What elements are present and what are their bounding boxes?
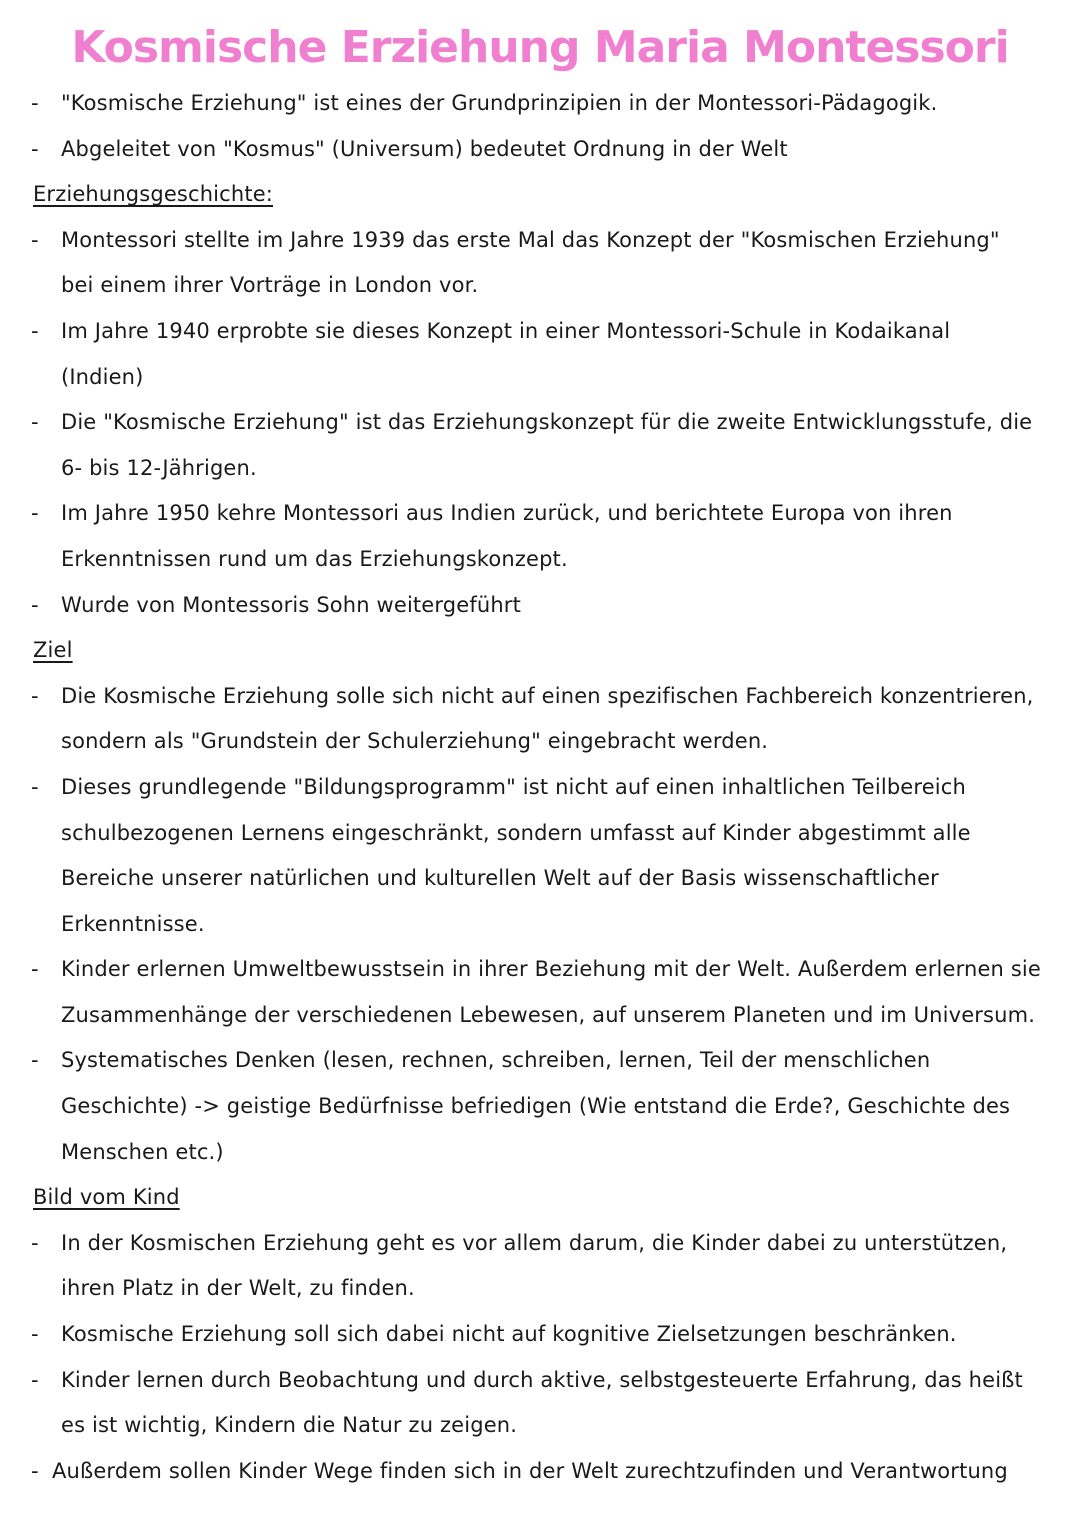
line-text: Systematisches Denken (lesen, rechnen, schreiben, lernen, Teil der menschlichen	[61, 1048, 931, 1073]
section-heading-text: Ziel	[33, 638, 73, 663]
bullet-dash: -	[31, 774, 39, 799]
line-text: Im Jahre 1940 erprobte sie dieses Konzept in einer Montessori-Schule in Kodaikanal	[61, 318, 951, 343]
line-text: Menschen etc.)	[61, 1139, 224, 1164]
line-text: Kinder lernen durch Beobachtung und durch aktive, selbstgesteuerte Erfahrung, das heißt	[61, 1367, 1023, 1392]
bullet-continuation	[0, 1084, 1080, 1130]
bullet-item	[0, 309, 1080, 355]
line-text: Erkenntnisse.	[61, 911, 205, 936]
line-text: ihren Platz in der Welt, zu finden.	[61, 1276, 415, 1301]
line-text: "Kosmische Erziehung" ist eines der Grundprinzipien in der Montessori-Pädagogik.	[61, 91, 938, 115]
bullet-continuation	[0, 856, 1080, 902]
line-text: Montessori stellte im Jahre 1939 das erste Mal das Konzept der "Kosmischen Erziehung"	[61, 227, 1000, 252]
bullet-item	[0, 491, 1080, 537]
bullet-dash: -	[31, 227, 39, 252]
bullet-item	[0, 765, 1080, 811]
line-text: In der Kosmischen Erziehung geht es vor allem darum, die Kinder dabei zu unterstützen,	[61, 1230, 1008, 1255]
bullet-item	[0, 947, 1080, 993]
bullet-item	[0, 218, 1080, 264]
bullet-continuation	[0, 537, 1080, 583]
bullet-dash: -	[31, 592, 39, 617]
line-text: Erkenntnissen rund um das Erziehungskonzept.	[61, 546, 568, 571]
line-text: (Indien)	[61, 364, 144, 389]
bullet-item	[0, 400, 1080, 446]
section-heading-text: Bild vom Kind	[33, 1185, 180, 1210]
bullet-continuation	[0, 1266, 1080, 1312]
line-text: Zusammenhänge der verschiedenen Lebewesen, auf unserem Planeten und im Universum.	[61, 1002, 1036, 1027]
bullet-continuation	[0, 993, 1080, 1039]
line-text: Dieses grundlegende "Bildungsprogramm" ist nicht auf einen inhaltlichen Teilbereich	[61, 774, 966, 799]
bullet-item	[0, 1312, 1080, 1358]
line-text: Geschichte) -> geistige Bedürfnisse befriedigen (Wie entstand die Erde?, Geschichte des	[61, 1094, 1011, 1119]
bullet-continuation	[0, 1130, 1080, 1176]
bullet-item	[0, 1358, 1080, 1404]
bullet-continuation	[0, 719, 1080, 765]
page-title: Kosmische Erziehung Maria Montessori	[71, 22, 1009, 73]
line-text: 6- bis 12-Jährigen.	[61, 455, 257, 480]
line-text: Kosmische Erziehung soll sich dabei nicht auf kognitive Zielsetzungen beschränken.	[61, 1322, 957, 1347]
section-heading	[0, 172, 1080, 218]
bullet-dash: -	[31, 957, 39, 982]
line-text: Die Kosmische Erziehung solle sich nicht auf einen spezifischen Fachbereich konzentrieren,	[61, 683, 1034, 708]
line-text: sondern als "Grundstein der Schulerziehung" eingebracht werden.	[61, 729, 769, 754]
bullet-item	[0, 1038, 1080, 1084]
line-text: Wurde von Montessoris Sohn weitergeführt	[61, 592, 521, 617]
section-heading	[0, 1175, 1080, 1221]
bullet-dash: -	[31, 410, 39, 435]
bullet-continuation	[0, 446, 1080, 492]
bullet-item	[0, 1449, 1080, 1495]
bullet-dash: -	[31, 318, 39, 343]
bullet-dash: -	[31, 1458, 39, 1483]
bullet-dash: -	[31, 501, 39, 526]
bullet-continuation	[0, 355, 1080, 401]
line-text: bei einem ihrer Vorträge in London vor.	[61, 273, 479, 298]
section-heading	[0, 628, 1080, 674]
bullet-dash: -	[31, 1230, 39, 1255]
bullet-item	[0, 127, 1080, 173]
line-text: Die "Kosmische Erziehung" ist das Erziehungskonzept für die zweite Entwicklungsstufe, die	[61, 410, 1033, 435]
line-text: es ist wichtig, Kindern die Natur zu zeigen.	[61, 1413, 518, 1438]
line-text: Außerdem sollen Kinder Wege finden sich in der Welt zurechtzufinden und Verantwortung	[52, 1458, 1008, 1483]
bullet-continuation	[0, 902, 1080, 948]
bullet-continuation	[0, 263, 1080, 309]
line-text: schulbezogenen Lernens eingeschränkt, sondern umfasst auf Kinder abgestimmt alle	[61, 820, 971, 845]
bullet-dash: -	[31, 1367, 39, 1392]
bullet-dash: -	[31, 1048, 39, 1073]
bullet-item	[0, 583, 1080, 629]
line-text: Abgeleitet von "Kosmus" (Universum) bedeutet Ordnung in der Welt	[61, 136, 788, 161]
bullet-dash: -	[31, 683, 39, 708]
bullet-continuation	[0, 811, 1080, 857]
bullet-continuation	[0, 1403, 1080, 1449]
bullet-item	[0, 674, 1080, 720]
section-heading-text: Erziehungsgeschichte:	[33, 182, 273, 207]
bullet-item	[0, 1221, 1080, 1267]
line-text: Bereiche unserer natürlichen und kulturellen Welt auf der Basis wissenschaftlicher	[61, 866, 939, 891]
bullet-dash: -	[31, 1322, 39, 1347]
line-text: Kinder erlernen Umweltbewusstsein in ihrer Beziehung mit der Welt. Außerdem erlernen sie	[61, 957, 1041, 982]
bullet-dash: -	[31, 136, 39, 161]
bullet-item	[0, 81, 1080, 127]
document-body	[0, 81, 1080, 1494]
line-text: Im Jahre 1950 kehre Montessori aus Indien zurück, und berichtete Europa von ihren	[61, 501, 953, 526]
bullet-dash: -	[31, 91, 39, 115]
